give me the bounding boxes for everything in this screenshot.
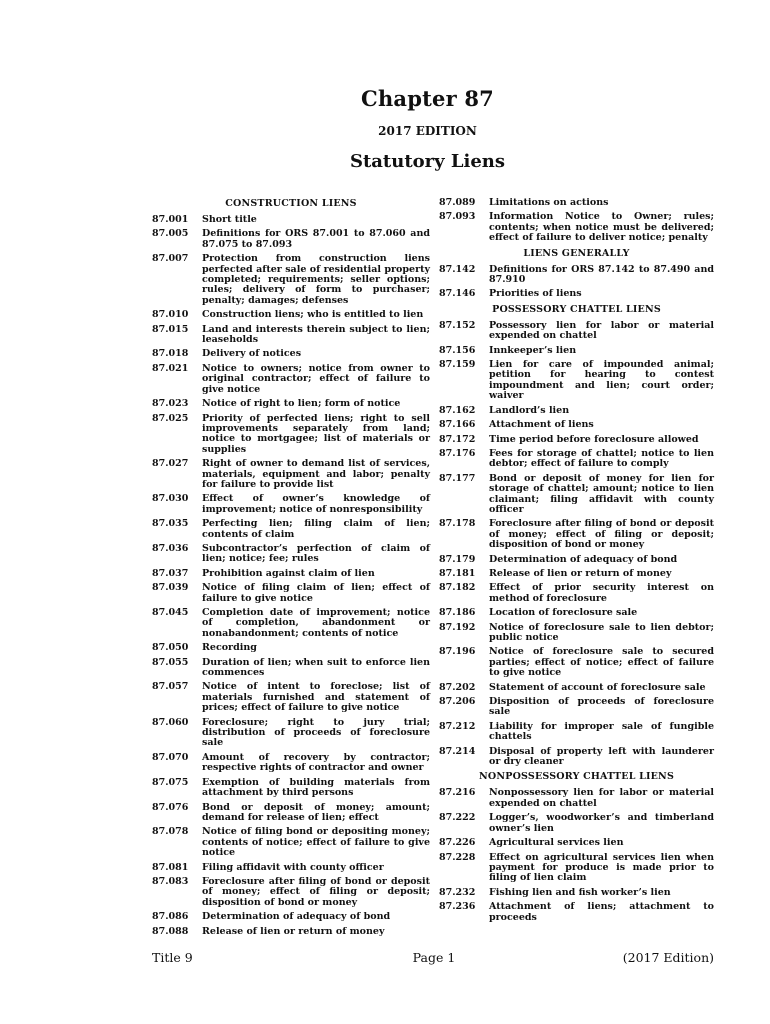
- toc-entry: [152, 519, 430, 540]
- toc-entry: [152, 753, 430, 774]
- section-description: Delivery of notices: [202, 348, 302, 360]
- section-number: 87.186: [439, 607, 476, 619]
- toc-entry: [439, 265, 714, 286]
- section-number: 87.023: [152, 398, 189, 410]
- toc-entry: [439, 608, 714, 618]
- section-number: 87.081: [152, 861, 189, 873]
- toc-entry: [439, 569, 714, 579]
- toc-entry: [439, 474, 714, 516]
- toc-entry: [152, 658, 430, 679]
- toc-entry: [439, 435, 714, 445]
- chapter-title: Chapter 87: [361, 86, 494, 111]
- section-number: 87.039: [152, 582, 189, 594]
- section-description: Notice of filing bond or depositing money; contents of notice; effect of failure to give notice: [202, 826, 430, 859]
- right-column-contents: [439, 198, 714, 927]
- section-description: Prohibition against claim of lien: [202, 567, 375, 579]
- section-number: 87.166: [439, 419, 476, 431]
- section-number: 87.015: [152, 323, 189, 335]
- section-number: 87.228: [439, 851, 476, 863]
- section-description: Notice of right to lien; form of notice: [202, 398, 401, 410]
- section-description: Effect on agricultural services lien when payment for produce is made prior to filing of lien claim: [489, 851, 714, 884]
- section-number: 87.093: [439, 211, 476, 223]
- toc-entry: [439, 555, 714, 565]
- section-description: Determination of adequacy of bond: [489, 553, 678, 565]
- toc-entry: [152, 399, 430, 409]
- page-title: Statutory Liens: [349, 151, 506, 172]
- section-number: 87.222: [439, 812, 476, 824]
- section-number: 87.045: [152, 607, 189, 618]
- section-description: Foreclosure; right to jury trial; distribution of proceeds of foreclosure sale: [202, 716, 430, 749]
- section-description: Notice of foreclosure sale to lien debtor; public notice: [489, 621, 714, 643]
- toc-entry: [439, 697, 714, 718]
- section-description: Fishing lien and fish worker’s lien: [489, 886, 671, 898]
- section-description: Landlord’s lien: [489, 404, 570, 416]
- section-description: Location of foreclosure sale: [489, 607, 638, 619]
- toc-entry: [152, 718, 430, 749]
- section-description: Innkeeper’s lien: [489, 344, 577, 356]
- toc-entry: [152, 877, 430, 908]
- footer-title-label: Title 9: [152, 950, 193, 965]
- toc-entry: [152, 459, 430, 490]
- toc-entry: [152, 643, 430, 653]
- toc-entry: [152, 349, 430, 359]
- section-number: 87.001: [152, 214, 189, 225]
- section-number: 87.078: [152, 826, 189, 838]
- section-number: 87.055: [152, 656, 189, 668]
- section-number: 87.156: [439, 344, 476, 356]
- section-description: Attachment of liens; attachment to proceeds: [489, 901, 714, 923]
- toc-entry: [439, 583, 714, 604]
- section-description: Amount of recovery by contractor; respective rights of contractor and owner: [202, 751, 430, 774]
- section-description: Limitations on actions: [489, 197, 609, 208]
- section-number: 87.176: [439, 447, 476, 459]
- section-number: 87.088: [152, 925, 189, 937]
- section-description: Disposition of proceeds of foreclosure sale: [489, 696, 714, 718]
- section-description: Protection from construction liens perfected after sale of residential property completed; requirements; seller options; rules; delivery of form to purchaser; penalty; damages; defenses: [202, 253, 430, 306]
- section-number: 87.037: [152, 567, 189, 579]
- section-description: Notice of filing claim of lien; effect of failure to give notice: [202, 582, 430, 604]
- toc-entry: [439, 722, 714, 743]
- toc-entry: [152, 569, 430, 579]
- section-description: Information Notice to Owner; rules; contents; when notice must be delivered; effect of failure to deliver notice; penalty: [489, 211, 714, 244]
- section-number: 87.007: [152, 253, 189, 265]
- section-heading: NONPOSSESSORY CHATTEL LIENS: [478, 771, 675, 783]
- section-number: 87.083: [152, 875, 189, 887]
- section-description: Duration of lien; when suit to enforce lien commences: [202, 656, 430, 679]
- section-number: 87.232: [439, 886, 476, 898]
- section-description: Land and interests therein subject to lien; leaseholds: [202, 323, 430, 346]
- toc-entry: [152, 583, 430, 604]
- section-number: 87.050: [152, 642, 189, 654]
- section-description: Foreclosure after filing of bond or deposit of money; effect of filing or deposit; disposition of bond or money: [202, 875, 430, 908]
- toc-entry: [152, 827, 430, 858]
- toc-entry: [152, 682, 430, 713]
- section-number: 87.027: [152, 458, 189, 470]
- section-number: 87.226: [439, 837, 476, 849]
- section-number: 87.010: [152, 309, 189, 321]
- section-description: Recording: [202, 642, 257, 654]
- section-description: Perfecting lien; filing claim of lien; contents of claim: [202, 518, 430, 540]
- section-heading: CONSTRUCTION LIENS: [225, 198, 357, 209]
- toc-entry: [152, 778, 430, 799]
- toc-entry: [439, 198, 714, 208]
- toc-entry: [152, 608, 430, 639]
- section-number: 87.202: [439, 681, 476, 693]
- section-description: Completion date of improvement; notice of completion, abandonment or nonabandonment; contents of notice: [202, 607, 430, 639]
- section-number: 87.025: [152, 412, 189, 424]
- edition-label: 2017 EDITION: [378, 124, 477, 138]
- section-heading: POSSESSORY CHATTEL LIENS: [492, 303, 661, 315]
- toc-entry: [152, 927, 430, 937]
- toc-entry: [152, 325, 430, 346]
- toc-entry: [439, 346, 714, 356]
- section-description: Notice to owners; notice from owner to original contractor; effect of failure to give notice: [202, 362, 430, 395]
- toc-entry: [439, 289, 714, 299]
- toc-entry: [152, 229, 430, 250]
- section-description: Short title: [202, 214, 257, 225]
- section-description: Foreclosure after filing of bond or deposit of money; effect of filing or deposit; disposition of bond or money: [489, 518, 714, 551]
- section-number: 87.021: [152, 362, 189, 374]
- toc-entry: [152, 364, 430, 395]
- section-number: 87.236: [439, 901, 476, 913]
- section-number: 87.192: [439, 621, 476, 633]
- toc-entry: [152, 254, 430, 306]
- toc-entry: [439, 449, 714, 470]
- section-number: 87.178: [439, 518, 476, 530]
- section-number: 87.196: [439, 646, 476, 658]
- section-description: Release of lien or return of money: [489, 567, 672, 579]
- section-description: Priorities of liens: [489, 288, 582, 300]
- section-number: 87.057: [152, 681, 189, 693]
- section-description: Definitions for ORS 87.142 to 87.490 and 87.910: [489, 263, 714, 286]
- section-number: 87.086: [152, 911, 189, 923]
- section-number: 87.089: [439, 197, 476, 208]
- toc-entry: [439, 360, 714, 402]
- footer-page-number: Page 1: [412, 950, 456, 965]
- section-number: 87.005: [152, 228, 189, 240]
- section-number: 87.179: [439, 553, 476, 565]
- section-number: 87.162: [439, 404, 476, 416]
- toc-entry: [439, 888, 714, 898]
- toc-entry: [439, 683, 714, 693]
- section-number: 87.146: [439, 288, 476, 300]
- section-description: Logger’s, woodworker’s and timberland owner’s lien: [489, 812, 714, 834]
- section-description: Attachment of liens: [489, 419, 594, 431]
- section-description: Possessory lien for labor or material expended on chattel: [489, 319, 714, 342]
- section-number: 87.182: [439, 582, 476, 594]
- section-description: Statement of account of foreclosure sale: [489, 681, 706, 693]
- toc-entry: [439, 788, 714, 809]
- section-number: 87.206: [439, 696, 476, 708]
- section-number: 87.212: [439, 720, 476, 732]
- toc-entry: [439, 420, 714, 430]
- toc-entry: [152, 310, 430, 320]
- toc-entry: [152, 414, 430, 456]
- section-description: Bond or deposit of money for lien for storage of chattel; amount; notice to lien claimant; filing affidavit with county officer: [489, 472, 714, 515]
- toc-entry: [439, 321, 714, 342]
- section-number: 87.036: [152, 542, 189, 554]
- section-description: Right of owner to demand list of services, materials, equipment and labor; penalty for failure to provide list: [202, 458, 430, 490]
- section-number: 87.075: [152, 776, 189, 788]
- toc-entry: [439, 406, 714, 416]
- toc-entry: [439, 647, 714, 678]
- section-description: Liability for improper sale of fungible chattels: [489, 720, 714, 743]
- toc-entry: [439, 747, 714, 768]
- toc-entry: [439, 813, 714, 834]
- section-description: Priority of perfected liens; right to sell improvements separately from land; notice to mortgagee; list of materials or supplies: [202, 412, 430, 455]
- toc-entry: [152, 912, 430, 922]
- toc-entry: [439, 212, 714, 243]
- toc-entry: [439, 519, 714, 550]
- section-number: 87.181: [439, 567, 476, 579]
- section-number: 87.216: [439, 787, 476, 799]
- section-description: Filing affidavit with county officer: [202, 861, 384, 873]
- section-description: Bond or deposit of money; amount; demand for release of lien; effect: [202, 801, 430, 823]
- toc-entry: [152, 544, 430, 565]
- section-number: 87.177: [439, 472, 476, 484]
- section-number: 87.030: [152, 493, 189, 505]
- footer-edition-label: (2017 Edition): [622, 950, 714, 965]
- section-description: Nonpossessory lien for labor or material expended on chattel: [489, 787, 714, 809]
- section-number: 87.018: [152, 348, 189, 360]
- section-number: 87.152: [439, 319, 476, 331]
- section-number: 87.060: [152, 716, 189, 728]
- section-description: Effect of owner’s knowledge of improvement; notice of nonresponsibility: [202, 493, 430, 515]
- section-description: Disposal of property left with launderer or dry cleaner: [489, 745, 714, 768]
- toc-entry: [439, 623, 714, 644]
- section-number: 87.070: [152, 751, 189, 763]
- toc-entry: [439, 853, 714, 884]
- section-description: Time period before foreclosure allowed: [489, 433, 699, 445]
- section-number: 87.172: [439, 433, 476, 445]
- section-description: Lien for care of impounded animal; petition for hearing to contest impoundment and lien; court order; waiver: [489, 359, 714, 402]
- toc-entry: [152, 863, 430, 873]
- section-description: Exemption of building materials from attachment by third persons: [202, 776, 430, 799]
- section-description: Fees for storage of chattel; notice to lien debtor; effect of failure to comply: [489, 447, 714, 470]
- toc-entry: [152, 215, 430, 225]
- section-description: Notice of intent to foreclose; list of materials furnished and statement of prices; effect of failure to give notice: [202, 681, 430, 714]
- section-description: Definitions for ORS 87.001 to 87.060 and 87.075 to 87.093: [202, 228, 430, 250]
- section-description: Agricultural services lien: [489, 837, 624, 849]
- section-number: 87.214: [439, 745, 476, 757]
- section-number: 87.142: [439, 263, 476, 275]
- section-description: Subcontractor’s perfection of claim of lien; notice; fee; rules: [202, 542, 430, 565]
- toc-entry: [152, 803, 430, 824]
- section-number: 87.159: [439, 359, 476, 371]
- toc-entry: [152, 494, 430, 515]
- section-heading: LIENS GENERALLY: [523, 247, 630, 259]
- section-description: Construction liens; who is entitled to lien: [202, 309, 424, 321]
- section-description: Release of lien or return of money: [202, 925, 385, 937]
- section-number: 87.035: [152, 518, 189, 530]
- section-description: Effect of prior security interest on method of foreclosure: [489, 582, 714, 604]
- section-description: Determination of adequacy of bond: [202, 911, 391, 923]
- toc-entry: [439, 902, 714, 923]
- left-column-contents: [152, 198, 430, 941]
- section-number: 87.076: [152, 801, 189, 813]
- toc-entry: [439, 838, 714, 848]
- section-description: Notice of foreclosure sale to secured parties; effect of notice; effect of failure to give notice: [489, 646, 714, 679]
